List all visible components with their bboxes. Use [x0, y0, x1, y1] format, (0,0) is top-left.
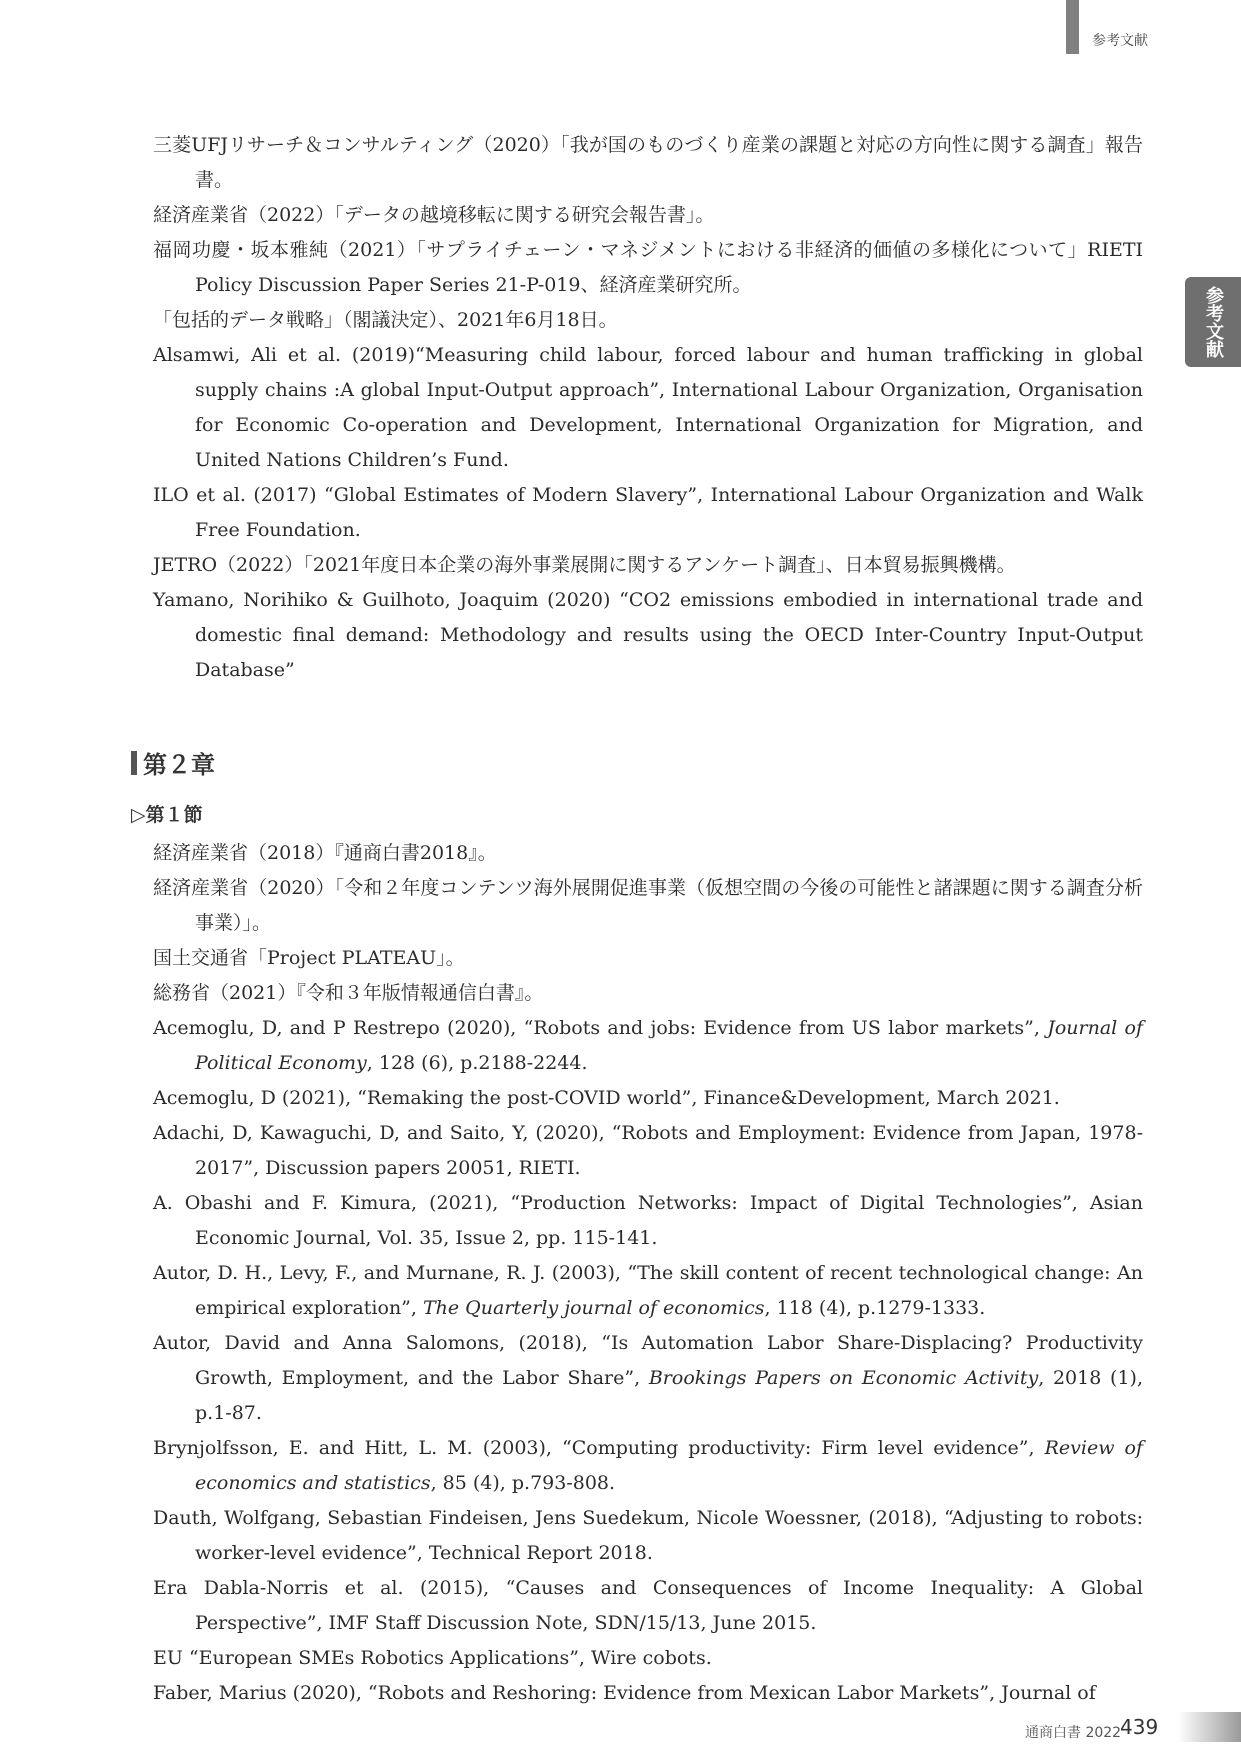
reference-list-top	[153, 128, 1143, 688]
ref-text: Autor, D. H., Levy, F., and Murnane, R. J. (2003), “The skill content of recent technological change: An empirical exploration”,	[153, 1262, 1143, 1319]
ref-text: Acemoglu, D, and P Restrepo (2020), “Robots and jobs: Evidence from US labor markets”,	[153, 1017, 1048, 1039]
reference-item: Faber, Marius (2020), “Robots and Reshoring: Evidence from Mexican Labor Markets”, Journal of	[153, 1682, 1096, 1704]
side-index-tab[interactable]: 参考文献	[1185, 277, 1241, 367]
reference-item: 国土交通省「Project PLATEAU」。	[153, 947, 465, 969]
reference-item	[153, 1256, 1143, 1326]
running-header: 参考文献	[1092, 33, 1148, 49]
section-heading: ▷第１節	[131, 804, 203, 826]
reference-item: JETRO（2022）「2021年度日本企業の海外事業展開に関するアンケート調査」、日本貿易振興機構。	[153, 554, 1016, 576]
reference-item: Dauth, Wolfgang, Sebastian Findeisen, Jens Suedekum, Nicole Woessner, (2018), “Adjusting to robots: worker-level evidence”, Technical Report 2018.	[153, 1507, 1143, 1564]
reference-item: 福岡功慶・坂本雅純（2021）「サプライチェーン・マネジメントにおける非経済的価値の多様化について」RIETI Policy Discussion Paper Series 21-P-019、経済産業研究所。	[153, 239, 1143, 296]
reference-item: Era Dabla-Norris et al. (2015), “Causes and Consequences of Income Inequality: A Global Perspective”, IMF Staff Discussion Note, SDN/15/13, June 2015.	[153, 1577, 1143, 1634]
reference-item: 経済産業省（2020）「令和２年度コンテンツ海外展開促進事業（仮想空間の今後の可能性と諸課題に関する調査分析事業）」。	[153, 877, 1143, 934]
chapter-heading	[131, 745, 215, 780]
reference-item: EU “European SMEs Robotics Applications”, Wire cobots.	[153, 1647, 712, 1669]
ref-text: Brynjolfsson, E. and Hitt, L. M. (2003), “Computing productivity: Firm level evidence”,	[153, 1437, 1045, 1459]
footer-publication: 通商白書 2022	[1025, 1725, 1122, 1741]
journal-title: The Quarterly journal of economics	[422, 1297, 765, 1319]
reference-item: 経済産業省（2018）『通商白書2018』。	[153, 842, 497, 864]
chapter-title: 第２章	[143, 751, 215, 779]
ref-text: , 85 (4), p.793-808.	[430, 1472, 616, 1494]
reference-item: ILO et al. (2017) “Global Estimates of Modern Slavery”, International Labour Organization and Walk Free Foundation.	[153, 484, 1143, 541]
ref-text: , 118 (4), p.1279-1333.	[764, 1297, 986, 1319]
ref-text: Autor, David and Anna Salomons, (2018), “Is Automation Labor Share-Displacing? Productivity Growth, Employment, and the Labor Share”,	[153, 1332, 1143, 1389]
reference-item: 経済産業省（2022）「データの越境移転に関する研究会報告書」。	[153, 204, 715, 226]
reference-item: 「包括的データ戦略」（閣議決定）、2021年6月18日。	[153, 309, 618, 331]
reference-item	[153, 1431, 1143, 1501]
reference-item: 三菱UFJリサーチ＆コンサルティング（2020）「我が国のものづくり産業の課題と対応の方向性に関する調査」報告書。	[153, 134, 1143, 191]
reference-item: A. Obashi and F. Kimura, (2021), “Production Networks: Impact of Digital Technologies”, Asian Economic Journal, Vol. 35, Issue 2, pp. 115-141.	[153, 1192, 1143, 1249]
journal-title: Journal of Political Economy	[195, 1017, 1144, 1074]
reference-item: Adachi, D, Kawaguchi, D, and Saito, Y, (2020), “Robots and Employment: Evidence from Japan, 1978-2017”, Discussion papers 20051, RIETI.	[153, 1122, 1143, 1179]
footer-gradient-bar	[1178, 1712, 1241, 1742]
page-number: 439	[1120, 1715, 1159, 1739]
reference-list-chapter2	[153, 836, 1143, 1711]
journal-title: Review of economics and statistics	[195, 1437, 1143, 1494]
journal-title: Brookings Papers on Economic Activity	[648, 1367, 1039, 1389]
chapter-marker-icon	[131, 751, 137, 775]
reference-item: Yamano, Norihiko & Guilhoto, Joaquim (2020) “CO2 emissions embodied in international trade and domestic final demand: Methodology and results using the OECD Inter-Country Input-Output Database”	[153, 589, 1143, 681]
ref-text: , 128 (6), p.2188-2244.	[366, 1052, 588, 1074]
reference-item: 総務省（2021）『令和３年版情報通信白書』。	[153, 982, 544, 1004]
header-bar	[1066, 0, 1079, 54]
reference-item: Alsamwi, Ali et al. (2019)“Measuring child labour, forced labour and human trafficking in global supply chains :A global Input-Output approach”, International Labour Organization, Organisation for Economic Co-operation and Development, International Organization for Migration, and United Nations Children’s Fund.	[153, 344, 1143, 471]
reference-item: Acemoglu, D (2021), “Remaking the post-COVID world”, Finance&Development, March 2021.	[153, 1087, 1060, 1109]
reference-item	[153, 1326, 1143, 1431]
reference-item	[153, 1011, 1143, 1081]
ref-text: , 2018 (1), p.1-87.	[195, 1367, 1144, 1424]
